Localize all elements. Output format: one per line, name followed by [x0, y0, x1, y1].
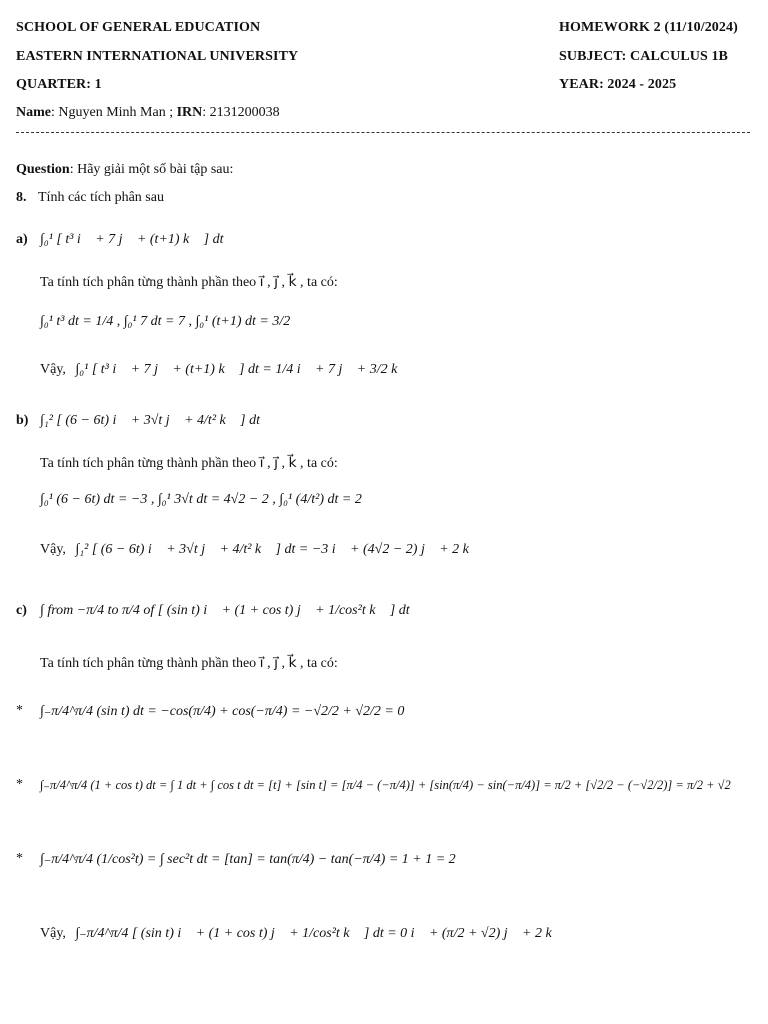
exercise-number: 8. — [16, 190, 27, 205]
part-c-result-prefix: Vậy, — [40, 926, 66, 941]
part-a-result-line — [40, 362, 408, 378]
part-c-step-2: ∫₋π/4^π/4 (1 + cos t) dt = ∫ 1 dt + ∫ cos t dt = [t] + [sin t] = [π/4 − (−π/4)] + [sin(π/4) − sin(−π/4)] = π/2 + [√2/2 − (−√2/2)] = π/2 + √2 — [40, 778, 731, 792]
part-b-result-prefix: Vậy, — [40, 542, 66, 557]
part-c-problem: ∫ from −π/4 to π/4 of [ (sin t) i⃗ + (1 + cos t) j⃗ + 1/cos²t k⃗ ] dt — [40, 603, 410, 618]
part-c-step-3: ∫₋π/4^π/4 (1/cos²t) = ∫ sec²t dt = [tan] = tan(π/4) − tan(−π/4) = 1 + 1 = 2 — [40, 852, 456, 867]
part-a-result: ∫₀¹ [ t³ i⃗ + 7 j⃗ + (t+1) k⃗ ] dt = 1/4 i⃗ + 7 j⃗ + 3/2 k⃗ — [75, 362, 409, 377]
part-b-intro: Ta tính tích phân từng thành phần theo i⃗ , j⃗ , k⃗ , ta có: — [40, 456, 338, 471]
part-b-steps: ∫₀¹ (6 − 6t) dt = −3 , ∫₀¹ 3√t dt = 4√2 − 2 , ∫₀¹ (4/t²) dt = 2 — [40, 492, 362, 507]
part-b-result: ∫₁² [ (6 − 6t) i⃗ + 3√t j⃗ + 4/t² k⃗ ] dt = −3 i⃗ + (4√2 − 2) j⃗ + 2 k⃗ — [75, 542, 480, 557]
part-c-result-line — [40, 925, 563, 942]
exercise-line — [16, 190, 164, 206]
irn-label: IRN — [176, 105, 203, 120]
exercise-title: Tính các tích phân sau — [38, 190, 164, 205]
part-a-problem: ∫₀¹ [ t³ i⃗ + 7 j⃗ + (t+1) k⃗ ] dt — [40, 232, 224, 247]
school-year: YEAR: 2024 - 2025 — [559, 77, 677, 92]
part-c-step-1: ∫₋π/4^π/4 (sin t) dt = −cos(π/4) + cos(−π/4) = −√2/2 + √2/2 = 0 — [40, 704, 405, 719]
part-b-result-line — [40, 542, 480, 558]
university-name: EASTERN INTERNATIONAL UNIVERSITY — [16, 49, 299, 64]
part-c-label: c) — [16, 603, 27, 618]
part-c-bullet-2: * — [16, 777, 23, 792]
part-a-label: a) — [16, 232, 28, 247]
part-c-intro: Ta tính tích phân từng thành phần theo i⃗ , j⃗ , k⃗ , ta có: — [40, 656, 338, 671]
question-line — [16, 162, 233, 178]
divider — [16, 132, 750, 133]
homework-title: HOMEWORK 2 (11/10/2024) — [559, 20, 738, 35]
quarter: QUARTER: 1 — [16, 77, 102, 92]
name-value: : Nguyen Minh Man ; — [51, 105, 177, 120]
part-b-problem: ∫₁² [ (6 − 6t) i⃗ + 3√t j⃗ + 4/t² k⃗ ] dt — [40, 413, 260, 428]
part-a-result-prefix: Vậy, — [40, 362, 66, 377]
part-b-label: b) — [16, 413, 29, 428]
irn-value: : 2131200038 — [202, 105, 280, 120]
part-a-steps: ∫₀¹ t³ dt = 1/4 , ∫₀¹ 7 dt = 7 , ∫₀¹ (t+1) dt = 3/2 — [40, 314, 291, 329]
part-c-bullet-3: * — [16, 851, 23, 866]
part-c-result: ∫₋π/4^π/4 [ (sin t) i⃗ + (1 + cos t) j⃗ + 1/cos²t k⃗ ] dt = 0 i⃗ + (π/2 + √2) j⃗ + 2 k⃗ — [75, 926, 563, 941]
school-name: SCHOOL OF GENERAL EDUCATION — [16, 20, 261, 35]
part-c-bullet-1: * — [16, 703, 23, 718]
question-label: Question — [16, 162, 70, 177]
question-text: : Hãy giải một số bài tập sau: — [69, 162, 234, 177]
part-a-intro: Ta tính tích phân từng thành phần theo i⃗ , j⃗ , k⃗ , ta có: — [40, 275, 338, 290]
name-label: Name — [16, 105, 51, 120]
subject: SUBJECT: CALCULUS 1B — [559, 49, 728, 64]
student-line — [16, 105, 280, 121]
